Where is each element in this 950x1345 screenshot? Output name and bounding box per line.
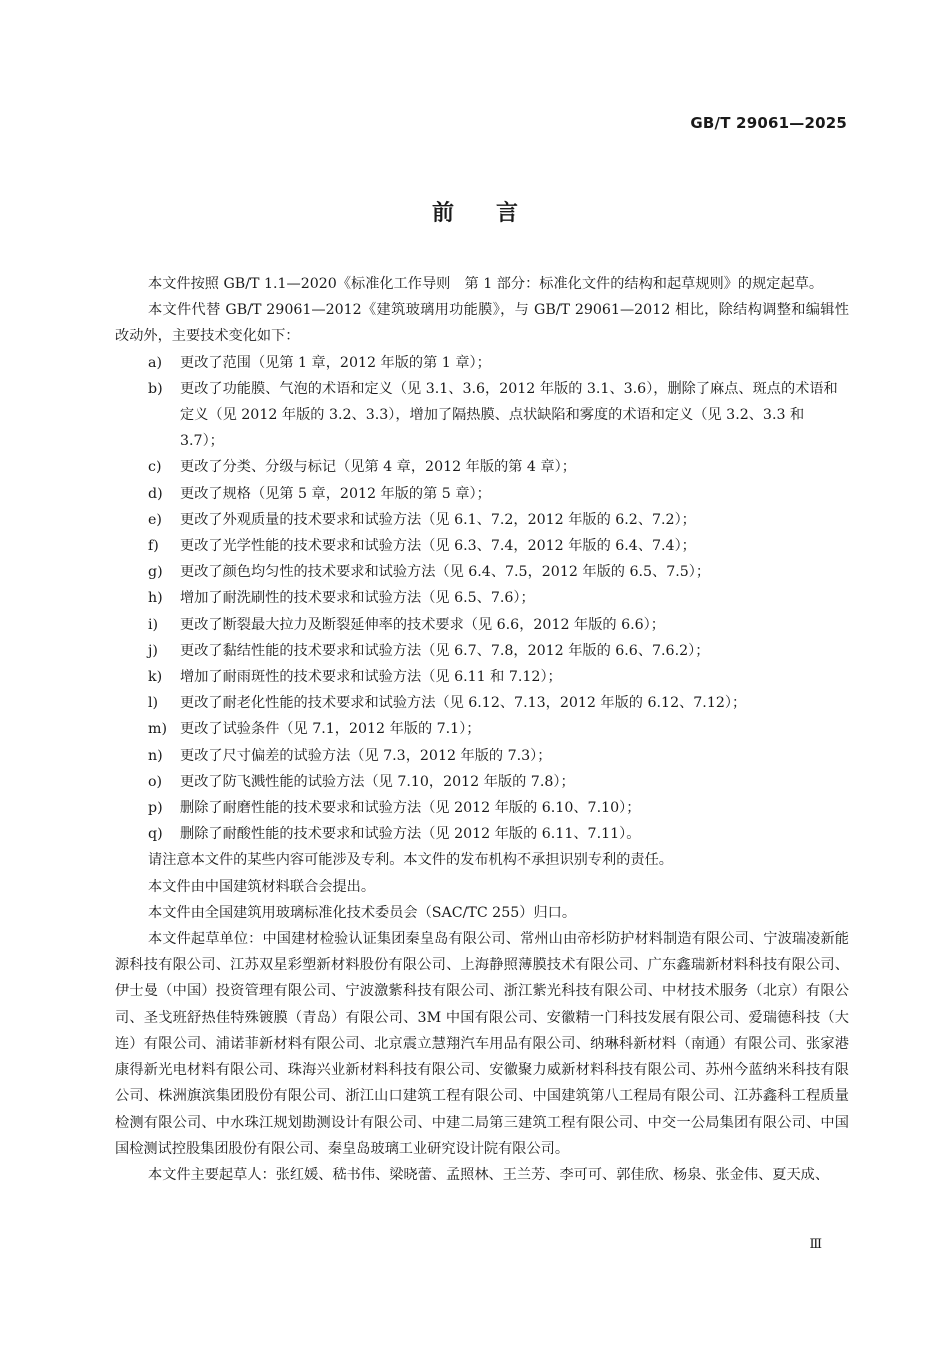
list-item-text: 更改了尺寸偏差的试验方法（见 7.3，2012 年版的 7.3）； [180,747,552,764]
list-item [115,612,849,638]
list-marker: i) [148,616,159,633]
paragraph-replacement: 本文件代替 GB/T 29061—2012《建筑玻璃用功能膜》，与 GB/T 29061—2012 相比，除结构调整和编辑性改动外，主要技术变化如下： [115,302,849,345]
page-number: Ⅲ [809,1237,822,1252]
list-marker: k) [148,669,163,686]
list-item [115,664,849,690]
list-item [115,507,849,533]
list-item-text: 更改了耐老化性能的技术要求和试验方法（见 6.12、7.13，2012 年版的 6.12、7.12）； [180,695,747,712]
list-marker: b) [148,380,163,397]
list-marker: g) [148,564,163,581]
list-marker: f) [148,538,159,555]
list-item-text: 更改了规格（见第 5 章，2012 年版的第 5 章）； [180,485,491,502]
list-item [115,350,849,376]
list-marker: h) [148,590,163,607]
page-title: 前言 [431,201,560,226]
list-marker: o) [148,773,163,790]
list-item [115,585,849,611]
list-marker: q) [148,826,163,843]
list-item-text: 更改了断裂最大拉力及断裂延伸率的技术要求（见 6.6，2012 年版的 6.6）； [180,616,665,633]
paragraph-drafters: 本文件主要起草人：张红媛、嵇书伟、梁晓蕾、孟照林、王兰芳、李可可、郭佳欣、杨泉、张金伟、夏天成、 [148,1166,830,1183]
list-item [115,795,849,821]
list-item-text: 增加了耐洗刷性的技术要求和试验方法（见 6.5、7.6）； [180,590,535,607]
paragraph-drafting-basis: 本文件按照 GB/T 1.1—2020《标准化工作导则 第 1 部分：标准化文件的结构和起草规则》的规定起草。 [148,276,824,292]
paragraph-drafting-units: 本文件起草单位：中国建材检验认证集团秦皇岛有限公司、常州山由帝杉防护材料制造有限公司、宁波瑞凌新能源科技有限公司、江苏双星彩塑新材料股份有限公司、上海静照薄膜技术有限公司、广东鑫瑞新材料科技有限公司、伊士曼（中国）投资管理有限公司、宁波激紫科技有限公司、浙江紫光科技有限公司、中材技术服务（北京）有限公司、圣戈班舒热佳特殊镀膜（青岛）有限公司、3M 中国有限公司、安徽精一门科技发展有限公司、爱瑞德科技（大连）有限公司、浦诺菲新材料有限公司、北京震立慧翔汽车用品有限公司、纳琳科新材料（南通）有限公司、张家港康得新光电材料有限公司、珠海兴业新材料科技有限公司、安徽聚力威新材料科技有限公司、苏州今蓝纳米科技有限公司、株洲旗滨集团股份有限公司、浙江山口建筑工程有限公司、中国建筑第八工程局有限公司、江苏鑫科工程质量检测有限公司、中水珠江规划勘测设计有限公司、中建二局第三建筑工程有限公司、中交一公局集团有限公司、中国国检测试控股集团股份有限公司、秦皇岛玻璃工业研究设计院有限公司。 [115,931,849,1157]
list-item [115,690,849,716]
list-item-text: 更改了功能膜、气泡的术语和定义（见 3.1、3.6，2012 年版的 3.1、3.6），删除了麻点、斑点的术语和定义（见 2012 年版的 3.2、3.3），增加了隔热膜、点状缺陷和雾度的术语和定义（见 3.2、3.3 和 3.7）； [180,380,838,450]
list-item [115,481,849,507]
list-marker: p) [148,800,163,817]
standard-code: GB/T 29061—2025 [690,114,847,132]
change-list [115,350,849,848]
list-item [115,533,849,559]
list-item-text: 更改了外观质量的技术要求和试验方法（见 6.1、7.2，2012 年版的 6.2、7.2）； [180,511,696,528]
list-item [115,769,849,795]
paragraph-committee: 本文件由全国建筑用玻璃标准化技术委员会（SAC/TC 255）归口。 [148,904,577,921]
list-marker: d) [148,485,163,502]
list-marker: e) [148,511,162,528]
list-item [115,454,849,480]
list-marker: j) [148,642,158,659]
list-item-text: 更改了试验条件（见 7.1，2012 年版的 7.1）； [180,721,481,738]
list-item-text: 更改了颜色均匀性的技术要求和试验方法（见 6.4、7.5，2012 年版的 6.5、7.5）； [180,564,711,581]
list-item [115,821,849,847]
list-marker: a) [148,354,162,371]
list-marker: l) [148,695,159,712]
list-item-text: 更改了黏结性能的技术要求和试验方法（见 6.7、7.8，2012 年版的 6.6、7.6.2）； [180,642,710,659]
list-item-text: 更改了光学性能的技术要求和试验方法（见 6.3、7.4，2012 年版的 6.4、7.4）； [180,538,696,555]
list-marker: c) [148,459,162,476]
list-item-text: 删除了耐磨性能的技术要求和试验方法（见 2012 年版的 6.10、7.10）； [180,800,641,817]
list-item [115,716,849,742]
list-item [115,743,849,769]
list-item [115,376,849,455]
list-item-text: 更改了防飞溅性能的试验方法（见 7.10，2012 年版的 7.8）； [180,773,575,790]
list-item-text: 更改了分类、分级与标记（见第 4 章，2012 年版的第 4 章）； [180,459,576,476]
paragraph-proposer: 本文件由中国建筑材料联合会提出。 [148,878,376,895]
list-marker: n) [148,747,163,764]
list-item-text: 更改了范围（见第 1 章，2012 年版的第 1 章）； [180,354,491,371]
list-item-text: 增加了耐雨斑性的技术要求和试验方法（见 6.11 和 7.12）； [180,669,562,686]
list-item [115,638,849,664]
list-marker: m) [148,721,167,738]
list-item [115,559,849,585]
paragraph-patent-notice: 请注意本文件的某些内容可能涉及专利。本文件的发布机构不承担识别专利的责任。 [148,852,673,869]
list-item-text: 删除了耐酸性能的技术要求和试验方法（见 2012 年版的 6.11、7.11）。 [180,826,641,843]
document-body [115,271,849,1188]
